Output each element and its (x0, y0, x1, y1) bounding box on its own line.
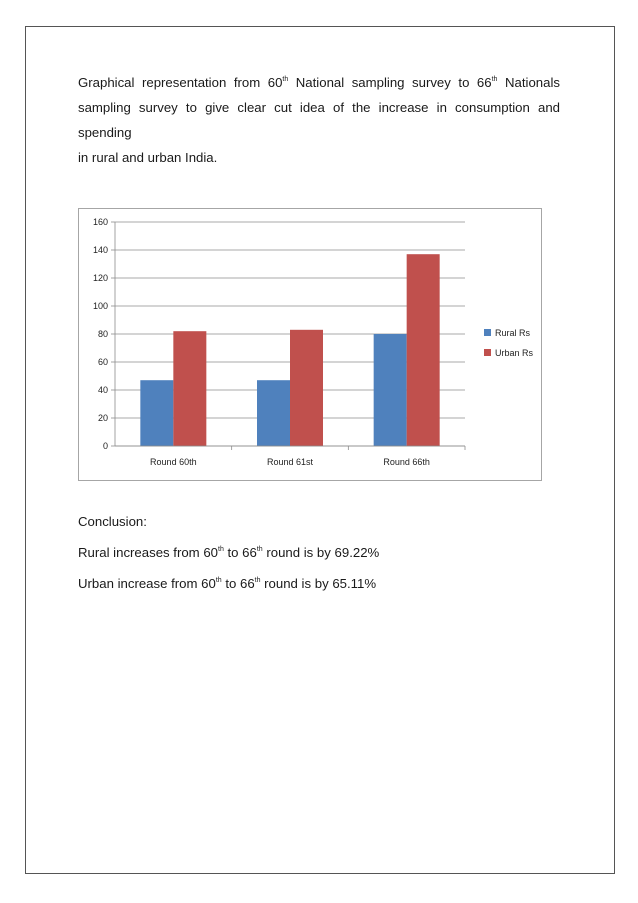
y-tick-label: 160 (92, 217, 108, 227)
intro-line-1 (78, 70, 560, 95)
conclusion-text: Urban increase from 60 (78, 576, 216, 591)
superscript: th (254, 577, 261, 584)
intro-text: National sampling survey to 66 (288, 75, 492, 90)
conclusion-text: to 66 (223, 545, 257, 560)
superscript: th (256, 546, 263, 553)
x-tick-label: Round 60th (150, 457, 197, 467)
intro-paragraph (78, 70, 560, 170)
bar-rural-rs (374, 334, 407, 446)
bar-urban-rs (290, 330, 323, 446)
superscript: th (491, 76, 498, 83)
bar-urban-rs (173, 331, 206, 446)
y-tick-label: 0 (102, 441, 108, 451)
intro-line-2: sampling survey to give clear cut idea of the increase in consumption and spending (78, 100, 560, 140)
y-tick-label: 60 (97, 357, 108, 367)
conclusion-urban (78, 576, 376, 591)
y-tick-label: 140 (92, 245, 108, 255)
x-tick-label: Round 66th (383, 457, 430, 467)
chart-canvas (79, 209, 543, 482)
conclusion-text: to 66 (221, 576, 255, 591)
superscript: th (218, 546, 224, 553)
intro-line-3: in rural and urban India. (78, 150, 218, 165)
legend-swatch (484, 329, 491, 336)
bar-chart (78, 208, 542, 481)
superscript: th (282, 76, 289, 83)
legend-swatch (484, 349, 491, 356)
legend-label: Rural Rs (495, 328, 531, 338)
intro-text: Graphical representation from 60 (78, 75, 283, 90)
bar-rural-rs (257, 380, 290, 446)
y-tick-label: 100 (92, 301, 108, 311)
legend-label: Urban Rs (495, 348, 534, 358)
conclusion-text: round is by 65.11% (260, 576, 377, 591)
y-tick-label: 80 (97, 329, 108, 339)
y-tick-label: 120 (92, 273, 108, 283)
superscript: th (215, 577, 222, 584)
bar-urban-rs (407, 254, 440, 446)
bar-rural-rs (140, 380, 173, 446)
y-tick-label: 40 (97, 385, 108, 395)
intro-text: Nationals (497, 75, 560, 90)
x-tick-label: Round 61st (266, 457, 314, 467)
y-tick-label: 20 (97, 413, 108, 423)
conclusion-text: round is by 69.22% (262, 545, 380, 560)
conclusion-rural (78, 545, 379, 560)
conclusion-text: Rural increases from 60 (78, 545, 218, 560)
conclusion-heading: Conclusion: (78, 514, 147, 529)
